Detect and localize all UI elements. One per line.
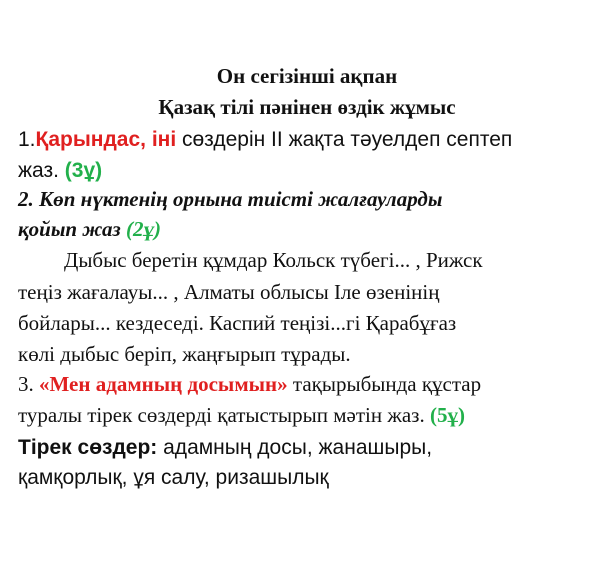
task3-number: 3.	[18, 372, 39, 396]
task3-text-a: тақырыбында құстар	[287, 372, 482, 396]
task2-passage-line: теңіз жағалауы... , Алматы облысы Іле өзенінің	[18, 280, 440, 304]
task3-line1	[18, 374, 481, 395]
task1-line2	[18, 160, 102, 181]
task3-text-b: туралы тірек сөздерді қатыстырып мәтін жаз.	[18, 403, 430, 427]
task2-line2-text: қойып жаз	[18, 217, 126, 241]
support-line2: қамқорлық, ұя салу, ризашылық	[18, 466, 329, 489]
subject-heading: Қазақ тілі пәнінен өздік жұмыс	[158, 95, 456, 119]
support-line1	[18, 437, 432, 458]
task1-text-b: жаз.	[18, 159, 65, 182]
task3-line2	[18, 405, 465, 426]
task2-passage-line: көлі дыбыс беріп, жаңғырып тұрады.	[18, 342, 351, 366]
task2-passage-line: бойлары... кездеседі. Каспий теңізі...гі Қарабұғаз	[18, 311, 457, 335]
date-heading: Он сегізінші ақпан	[216, 64, 398, 88]
task1-words: Қарындас, іні	[35, 128, 177, 151]
task2-line2	[18, 219, 161, 240]
support-label: Тірек сөздер:	[18, 436, 158, 459]
task3-topic: «Мен адамның досымын»	[39, 372, 288, 396]
task1-points: (3ұ)	[64, 159, 103, 182]
task1-line1	[18, 129, 512, 150]
task3-points: (5ұ)	[429, 403, 465, 427]
task2-passage-line: Дыбыс беретін құмдар Кольск түбегі... , Рижск	[64, 248, 483, 272]
task1-number: 1.	[18, 128, 36, 151]
task1-text-a: сөздерін ІІ жақта тәуелдеп септеп	[176, 128, 513, 151]
task2-line1: 2. Көп нүктенің орнына тиісті жалғауларды	[18, 187, 443, 211]
support-words-a: адамның досы, жанашыры,	[157, 436, 433, 459]
task2-points: (2ұ)	[125, 217, 161, 241]
